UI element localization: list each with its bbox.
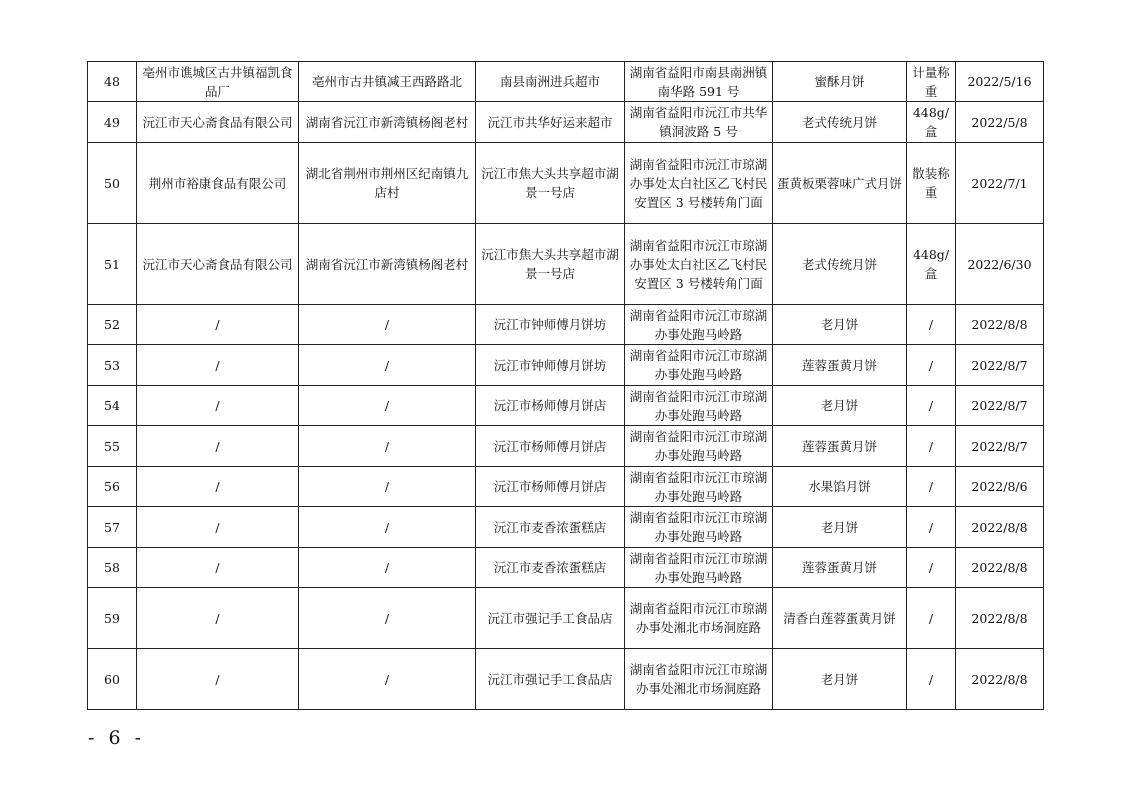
row-number: 48 bbox=[88, 62, 137, 102]
seller-address: 湖南省益阳市南县南洲镇南华路 591 号 bbox=[625, 62, 773, 102]
sampling-results-table bbox=[87, 61, 1044, 710]
row-number: 58 bbox=[88, 548, 137, 588]
producer-name: 沅江市天心斋食品有限公司 bbox=[137, 224, 299, 305]
seller-name: 沅江市麦香浓蛋糕店 bbox=[476, 548, 625, 588]
production-date: 2022/5/8 bbox=[956, 102, 1044, 143]
producer-name: / bbox=[137, 649, 299, 710]
producer-address: / bbox=[299, 588, 476, 649]
product-name: 老月饼 bbox=[773, 305, 907, 345]
seller-address: 湖南省益阳市沅江市琼湖办事处跑马岭路 bbox=[625, 386, 773, 426]
seller-address: 湖南省益阳市沅江市琼湖办事处跑马岭路 bbox=[625, 426, 773, 467]
producer-name: / bbox=[137, 548, 299, 588]
row-number: 55 bbox=[88, 426, 137, 467]
product-name: 老月饼 bbox=[773, 507, 907, 548]
product-name: 水果馅月饼 bbox=[773, 467, 907, 507]
product-name: 蜜酥月饼 bbox=[773, 62, 907, 102]
production-date: 2022/8/8 bbox=[956, 548, 1044, 588]
production-date: 2022/8/7 bbox=[956, 426, 1044, 467]
producer-address: / bbox=[299, 548, 476, 588]
row-number: 59 bbox=[88, 588, 137, 649]
producer-address: 湖南省沅江市新湾镇杨阁老村 bbox=[299, 224, 476, 305]
producer-name: / bbox=[137, 345, 299, 386]
producer-name: / bbox=[137, 507, 299, 548]
product-name: 清香白莲蓉蛋黄月饼 bbox=[773, 588, 907, 649]
specification: 448g/盒 bbox=[907, 102, 956, 143]
producer-address: / bbox=[299, 649, 476, 710]
producer-name: 沅江市天心斋食品有限公司 bbox=[137, 102, 299, 143]
specification: / bbox=[907, 305, 956, 345]
product-name: 老月饼 bbox=[773, 649, 907, 710]
seller-name: 沅江市共华好运来超市 bbox=[476, 102, 625, 143]
seller-address: 湖南省益阳市沅江市琼湖办事处湘北市场洞庭路 bbox=[625, 588, 773, 649]
seller-address: 湖南省益阳市沅江市琼湖办事处太白社区乙飞村民安置区 3 号楼转角门面 bbox=[625, 224, 773, 305]
seller-name: 沅江市麦香浓蛋糕店 bbox=[476, 507, 625, 548]
seller-address: 湖南省益阳市沅江市琼湖办事处跑马岭路 bbox=[625, 345, 773, 386]
producer-address: 湖南省沅江市新湾镇杨阁老村 bbox=[299, 102, 476, 143]
table-row bbox=[88, 467, 1044, 507]
production-date: 2022/8/8 bbox=[956, 507, 1044, 548]
table-body bbox=[88, 62, 1044, 710]
seller-name: 沅江市杨师傅月饼店 bbox=[476, 386, 625, 426]
seller-address: 湖南省益阳市沅江市琼湖办事处跑马岭路 bbox=[625, 507, 773, 548]
seller-name: 沅江市杨师傅月饼店 bbox=[476, 467, 625, 507]
product-name: 莲蓉蛋黄月饼 bbox=[773, 345, 907, 386]
producer-name: / bbox=[137, 426, 299, 467]
seller-name: 沅江市焦大头共享超市湖景一号店 bbox=[476, 143, 625, 224]
producer-address: / bbox=[299, 345, 476, 386]
production-date: 2022/8/7 bbox=[956, 345, 1044, 386]
production-date: 2022/8/8 bbox=[956, 649, 1044, 710]
row-number: 54 bbox=[88, 386, 137, 426]
product-name: 老式传统月饼 bbox=[773, 224, 907, 305]
seller-address: 湖南省益阳市沅江市琼湖办事处太白社区乙飞村民安置区 3 号楼转角门面 bbox=[625, 143, 773, 224]
row-number: 57 bbox=[88, 507, 137, 548]
production-date: 2022/8/8 bbox=[956, 588, 1044, 649]
specification: / bbox=[907, 386, 956, 426]
row-number: 56 bbox=[88, 467, 137, 507]
seller-address: 湖南省益阳市沅江市共华镇洞波路 5 号 bbox=[625, 102, 773, 143]
specification: / bbox=[907, 507, 956, 548]
seller-name: 南县南洲进兵超市 bbox=[476, 62, 625, 102]
production-date: 2022/7/1 bbox=[956, 143, 1044, 224]
table-row bbox=[88, 345, 1044, 386]
seller-name: 沅江市杨师傅月饼店 bbox=[476, 426, 625, 467]
production-date: 2022/5/16 bbox=[956, 62, 1044, 102]
specification: 448g/盒 bbox=[907, 224, 956, 305]
producer-name: / bbox=[137, 467, 299, 507]
producer-address: / bbox=[299, 507, 476, 548]
production-date: 2022/8/6 bbox=[956, 467, 1044, 507]
specification: / bbox=[907, 649, 956, 710]
production-date: 2022/6/30 bbox=[956, 224, 1044, 305]
seller-name: 沅江市钟师傅月饼坊 bbox=[476, 305, 625, 345]
producer-name: / bbox=[137, 588, 299, 649]
production-date: 2022/8/7 bbox=[956, 386, 1044, 426]
producer-address: / bbox=[299, 426, 476, 467]
specification: / bbox=[907, 426, 956, 467]
specification: / bbox=[907, 588, 956, 649]
producer-address: / bbox=[299, 305, 476, 345]
table-row bbox=[88, 62, 1044, 102]
producer-name: / bbox=[137, 305, 299, 345]
specification: 计量称重 bbox=[907, 62, 956, 102]
product-name: 莲蓉蛋黄月饼 bbox=[773, 548, 907, 588]
producer-address: / bbox=[299, 386, 476, 426]
product-name: 莲蓉蛋黄月饼 bbox=[773, 426, 907, 467]
seller-address: 湖南省益阳市沅江市琼湖办事处湘北市场洞庭路 bbox=[625, 649, 773, 710]
specification: / bbox=[907, 548, 956, 588]
row-number: 52 bbox=[88, 305, 137, 345]
row-number: 51 bbox=[88, 224, 137, 305]
product-name: 老月饼 bbox=[773, 386, 907, 426]
specification: / bbox=[907, 345, 956, 386]
table-row bbox=[88, 588, 1044, 649]
producer-name: / bbox=[137, 386, 299, 426]
seller-name: 沅江市强记手工食品店 bbox=[476, 588, 625, 649]
table-row bbox=[88, 507, 1044, 548]
table-row bbox=[88, 224, 1044, 305]
producer-address: / bbox=[299, 467, 476, 507]
seller-name: 沅江市强记手工食品店 bbox=[476, 649, 625, 710]
seller-address: 湖南省益阳市沅江市琼湖办事处跑马岭路 bbox=[625, 548, 773, 588]
producer-name: 亳州市谯城区古井镇福凯食品厂 bbox=[137, 62, 299, 102]
producer-name: 荆州市裕康食品有限公司 bbox=[137, 143, 299, 224]
specification: / bbox=[907, 467, 956, 507]
table-row bbox=[88, 143, 1044, 224]
production-date: 2022/8/8 bbox=[956, 305, 1044, 345]
producer-address: 湖北省荆州市荆州区纪南镇九店村 bbox=[299, 143, 476, 224]
producer-address: 亳州市古井镇减王西路路北 bbox=[299, 62, 476, 102]
row-number: 53 bbox=[88, 345, 137, 386]
seller-name: 沅江市焦大头共享超市湖景一号店 bbox=[476, 224, 625, 305]
seller-name: 沅江市钟师傅月饼坊 bbox=[476, 345, 625, 386]
table-row bbox=[88, 548, 1044, 588]
row-number: 49 bbox=[88, 102, 137, 143]
table-row bbox=[88, 386, 1044, 426]
row-number: 50 bbox=[88, 143, 137, 224]
seller-address: 湖南省益阳市沅江市琼湖办事处跑马岭路 bbox=[625, 467, 773, 507]
table-row bbox=[88, 102, 1044, 143]
seller-address: 湖南省益阳市沅江市琼湖办事处跑马岭路 bbox=[625, 305, 773, 345]
product-name: 老式传统月饼 bbox=[773, 102, 907, 143]
row-number: 60 bbox=[88, 649, 137, 710]
product-name: 蛋黄板栗蓉味广式月饼 bbox=[773, 143, 907, 224]
table-row bbox=[88, 649, 1044, 710]
table-row bbox=[88, 426, 1044, 467]
specification: 散装称重 bbox=[907, 143, 956, 224]
table-row bbox=[88, 305, 1044, 345]
page-number: - 6 - bbox=[88, 727, 146, 749]
